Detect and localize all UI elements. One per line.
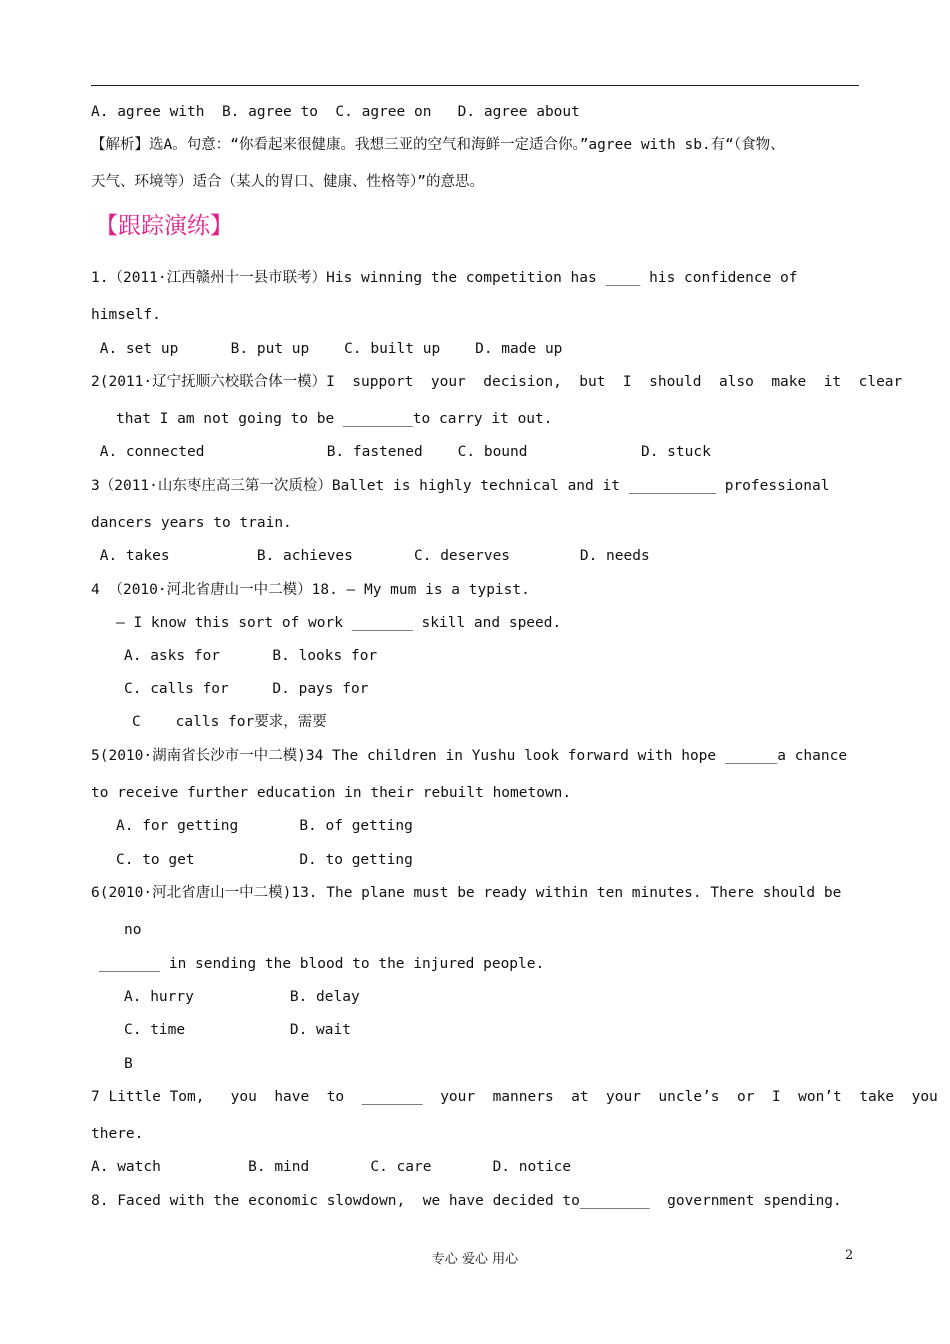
- text-line: C calls for要求，需要: [132, 714, 327, 730]
- text-line: 6(2010·河北省唐山一中二模)13. The plane must be ready within ten minutes. There should be: [91, 885, 842, 901]
- page-number: 2: [845, 1248, 854, 1263]
- text-line: that I am not going to be ________to carry it out.: [116, 411, 553, 427]
- text-line: A. takes B. achieves C. deserves D. needs: [91, 548, 650, 564]
- text-line: A. connected B. fastened C. bound D. stuck: [91, 444, 711, 460]
- text-line: A. agree with B. agree to C. agree on D. agree about: [91, 104, 580, 120]
- text-line: 4 （2010·河北省唐山一中二模）18. — My mum is a typist.: [91, 582, 530, 598]
- text-line: no: [124, 922, 142, 938]
- text-line: C. calls for D. pays for: [124, 681, 369, 697]
- header-rule: [91, 85, 859, 86]
- text-line: 8. Faced with the economic slowdown, we have decided to________ government spending.: [91, 1193, 842, 1209]
- text-line: 1.（2011·江西赣州十一县市联考）His winning the competition has ____ his confidence of: [91, 270, 798, 286]
- text-line: _______ in sending the blood to the injured people.: [99, 956, 545, 972]
- text-line: 5(2010·湖南省长沙市一中二模)34 The children in Yushu look forward with hope ______a chance: [91, 748, 848, 764]
- text-line: 2(2011·辽宁抚顺六校联合体一模）I support your decision, but I should also make it clear: [91, 374, 903, 390]
- text-line: A. watch B. mind C. care D. notice: [91, 1159, 572, 1175]
- text-line: 7 Little Tom, you have to _______ your manners at your uncle’s or I won’t take you: [91, 1089, 938, 1105]
- text-line: A. asks for B. looks for: [124, 648, 378, 664]
- text-line: C. time D. wait: [124, 1022, 351, 1038]
- text-line: himself.: [91, 307, 161, 323]
- text-line: 天气、环境等）适合（某人的胃口、健康、性格等）”的意思。: [91, 174, 484, 190]
- text-line: A. set up B. put up C. built up D. made up: [91, 341, 563, 357]
- text-line: 【解析】选A。句意：“你看起来很健康。我想三亚的空气和海鲜一定适合你。”agree with sb.有“（食物、: [91, 137, 785, 153]
- text-line: there.: [91, 1126, 144, 1142]
- text-line: C. to get D. to getting: [116, 852, 413, 868]
- text-line: 3（2011·山东枣庄高三第一次质检）Ballet is highly technical and it __________ professional: [91, 478, 830, 494]
- text-line: A. hurry B. delay: [124, 989, 360, 1005]
- text-line: — I know this sort of work _______ skill and speed.: [116, 615, 562, 631]
- page-footer: 专心 爱心 用心: [431, 1252, 519, 1267]
- section-heading: 【跟踪演练】: [95, 213, 233, 239]
- text-line: B: [124, 1056, 133, 1072]
- text-line: dancers years to train.: [91, 515, 292, 531]
- text-line: to receive further education in their rebuilt hometown.: [91, 785, 572, 801]
- text-line: A. for getting B. of getting: [116, 818, 413, 834]
